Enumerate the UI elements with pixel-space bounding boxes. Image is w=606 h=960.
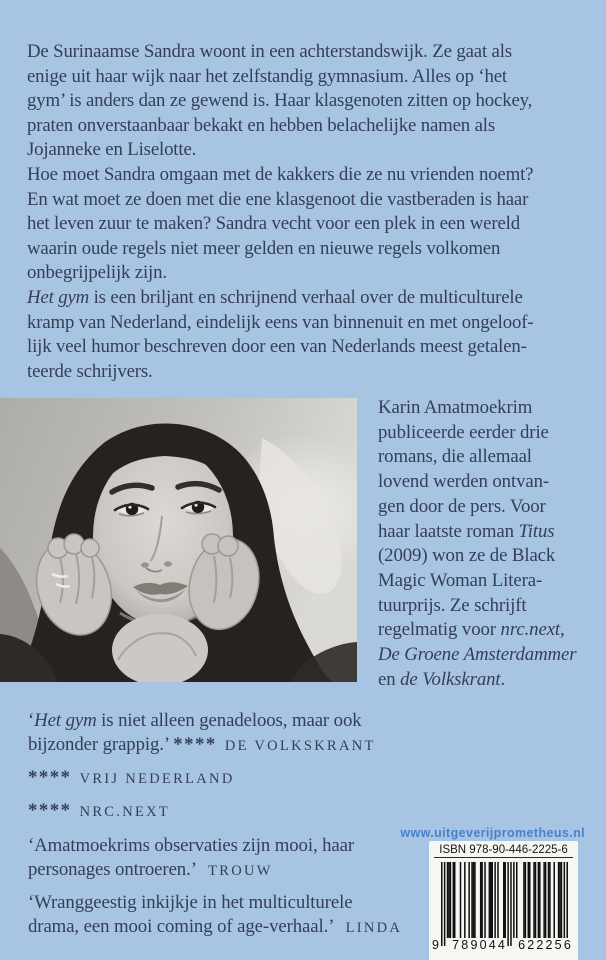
review-quote-linda [28, 891, 402, 941]
publisher-website-url: www.uitgeverijprometheus.nl [400, 826, 585, 840]
text-line: praten onverstaanbaar bekakt en hebben belachelijke namen als [27, 114, 495, 136]
text-line: De Surinaamse Sandra woont in een achterstandswijk. Ze gaat als [27, 41, 512, 62]
text-line: onbegrijpelijk zijn. [27, 262, 167, 284]
review-quote-vrij-nederland [28, 766, 235, 791]
text-line: **** NRC.NEXT [28, 800, 171, 821]
text-line: bijzonder grappig.’ **** DE VOLKSKRANT [28, 734, 376, 756]
isbn-number-label: ISBN 978-90-446-2225-6 [434, 844, 573, 858]
author-bio-text [378, 396, 600, 692]
text-line: ‘Het gym is niet alleen genadeloos, maar ook [28, 710, 362, 731]
text-line: haar laatste roman Titus [378, 520, 555, 542]
text-line: Jojanneke en Liselotte. [27, 139, 197, 161]
text-line: kramp van Nederland, eindelijk eens van binnenuit en met ongeloof- [27, 311, 534, 333]
text-line: personages ontroeren.’ TROUW [28, 859, 273, 881]
text-line: het leven zuur te maken? Sandra vecht voor een plek in een wereld [27, 213, 520, 235]
isbn-barcode-block [429, 841, 578, 960]
text-line: Magic Woman Litera- [378, 569, 543, 591]
text-line: teerde schrijvers. [27, 360, 153, 382]
text-line: **** VRIJ NEDERLAND [28, 767, 235, 788]
text-line: Hoe moet Sandra omgaan met de kakkers die ze nu vrienden noemt? [27, 163, 534, 185]
review-quote-volkskrant [28, 709, 376, 759]
text-line: regelmatig voor nrc.next, [378, 619, 565, 641]
text-line: gen door de pers. Voor [378, 495, 546, 517]
text-line: (2009) won ze de Black [378, 545, 556, 567]
text-line: Het gym is een briljant en schrijnend verhaal over de multiculturele [27, 286, 523, 308]
text-line: en de Volkskrant. [378, 668, 506, 690]
text-line: lovend werden ontvan- [378, 471, 550, 493]
text-line: publiceerde eerder drie [378, 421, 549, 443]
barcode-digit-group: 9 [432, 938, 442, 952]
text-line: lijk veel humor beschreven door een van Nederlands meest getalen- [27, 336, 527, 358]
text-line: enige uit haar wijk naar het zelfstandig gymnasium. Alles op ‘het [27, 65, 507, 87]
text-line: waarin oude regels niet meer gelden en nieuwe regels volkomen [27, 237, 501, 259]
text-line: drama, een mooi coming of age-verhaal.’ LINDA [28, 916, 403, 938]
text-line: gym’ is anders dan ze gewend is. Haar klasgenoten zitten op hockey, [27, 90, 533, 112]
review-quote-nrc-next [28, 799, 170, 824]
text-line: De Groene Amsterdammer [378, 644, 577, 666]
text-line: romans, die allemaal [378, 446, 532, 468]
text-line: En wat moet ze doen met die ene klasgenoot die vastberaden is haar [27, 188, 529, 210]
ean13-barcode [435, 862, 572, 946]
barcode-digit-group: 622256 [518, 938, 573, 952]
barcode-digits [432, 938, 573, 952]
barcode-digit-group: 789044 [452, 938, 508, 952]
text-line: tuurprijs. Ze schrijft [378, 594, 527, 616]
review-quote-trouw [28, 834, 354, 884]
text-line: ‘Wranggeestig inkijkje in het multiculturele [28, 892, 353, 913]
text-line: ‘Amatmoekrims observaties zijn mooi, haar [28, 835, 355, 856]
synopsis-text [27, 40, 597, 384]
author-portrait-illustration [0, 398, 357, 682]
author-photo [0, 398, 357, 682]
text-line: Karin Amatmoekrim [378, 397, 533, 418]
